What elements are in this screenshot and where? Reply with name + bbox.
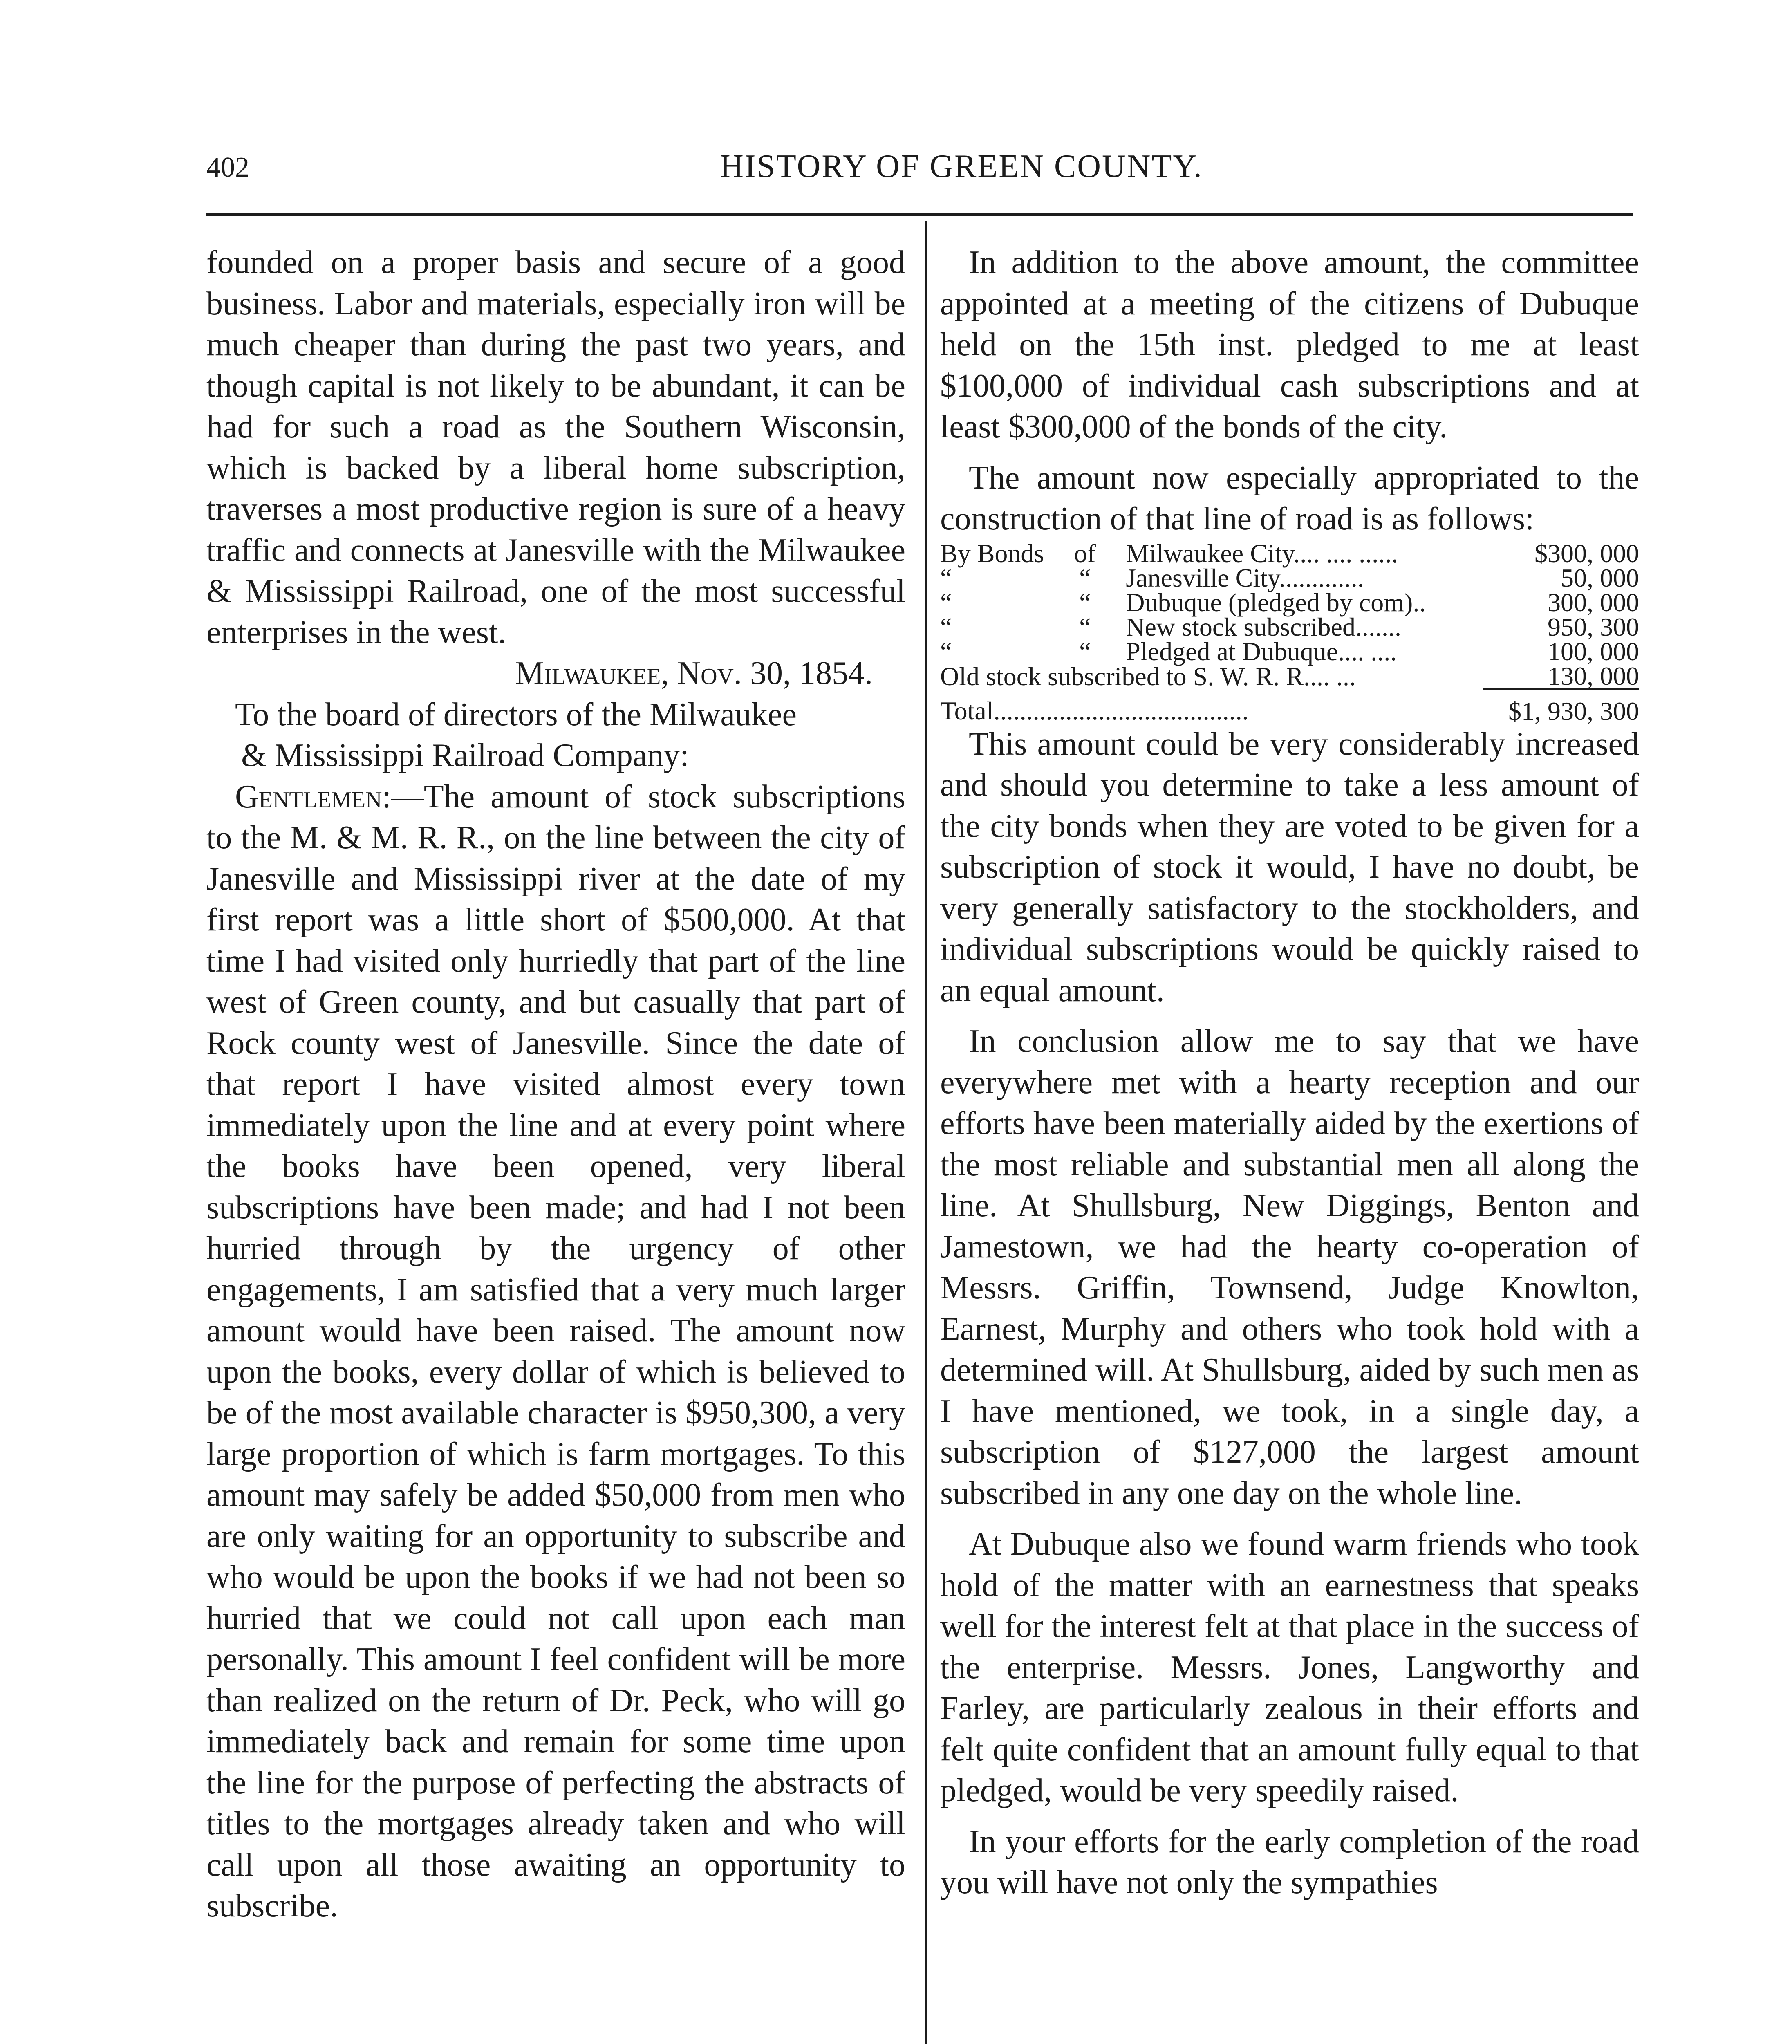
salutation-line-1: To the board of directors of the Milwaukee — [235, 696, 797, 733]
row-prefix: “ — [940, 563, 952, 592]
right-paragraph-4: In conclusion allow me to say that we have everywhere met with a hearty reception and our efforts have been materially aided by the exertions of the most reliable and substantial men all along the line. At Shullsburg, New Diggings, Benton and Jamestown, we had the hearty co-operation of Messrs. Griffin, Townsend, Judge Knowlton, Earnest, Murphy and others who took hold with a determined will. At Shullsburg, aided by such men as I have mentioned, we took, in a single day, a subscription of $127,000 the largest amount subscribed in any one day on the whole line. — [940, 1023, 1639, 1511]
row-ditto: “ — [1079, 587, 1091, 617]
total-amount: $1, 930, 300 — [1508, 696, 1639, 726]
row-label: Pledged at Dubuque.... .... — [1126, 637, 1397, 666]
left-paragraph-2 — [206, 776, 905, 1927]
header-rule — [206, 213, 1633, 216]
row-prefix: By Bonds — [940, 538, 1044, 568]
row-amount: 100, 000 — [1548, 637, 1639, 666]
left-paragraph-1: founded on a proper basis and secure of a good business. Labor and materials, especially iron will be much cheaper than during the past two years, and though capital is not likely to be abundant, it can be had for such a road as the Southern Wisconsin, which is backed by a liberal home subscription, traverses a most productive region is sure of a heavy traffic and connects at Janesville with the Milwaukee & Mississippi Railroad, one of the most successful enterprises in the west. — [206, 244, 905, 650]
row-prefix: “ — [940, 637, 952, 666]
left-paragraph-2-text: —The amount of stock subscriptions to the M. & M. R. R., on the line between the city of Janesville and Mississippi river at the date of my first report was a little short of $500,000. At that time I had visited only hurriedly that part of the line west of Green county, and but casually that part of Rock county west of Janesville. Since the date of that report I have visited almost every town immediately upon the line and at every point where the books have been opened, very liberal subscriptions have been made; and had I not been hurried through by the urgency of other engagements, I am satisfied that a very much larger amount would have been raised. The amount now upon the books, every dollar of which is believed to be of the most available character is $950,300, a very large proportion of which is farm mortgages. To this amount may safely be added $50,000 from men who are only waiting for an opportunity to subscribe and who would be upon the books if we had not been so hurried that we could not call upon each man personally. This amount I feel confident will be more than realized on the return of Dr. Peck, who will go immediately back and remain for some time upon the line for the purpose of perfecting the abstracts of titles to the mortgages already taken and who will call upon all those awaiting an opportunity to subscribe. — [206, 778, 905, 1924]
row-amount: 130, 000 — [1483, 664, 1639, 689]
table-row — [940, 541, 1639, 566]
row-ditto: “ — [1079, 612, 1091, 641]
column-divider — [925, 221, 927, 2044]
row-ditto: of — [1074, 538, 1096, 568]
page-number: 402 — [206, 152, 249, 183]
row-label: Janesville City............. — [1126, 563, 1364, 592]
row-amount: 50, 000 — [1561, 563, 1639, 592]
row-prefix: “ — [940, 587, 952, 617]
row-ditto: “ — [1079, 563, 1091, 592]
dateline: Milwaukee, Nov. 30, 1854. — [515, 655, 873, 691]
row-amount: 300, 000 — [1548, 587, 1639, 617]
table-row — [940, 566, 1639, 590]
table-row — [940, 615, 1639, 639]
subscription-table — [940, 538, 1639, 726]
table-row — [940, 590, 1639, 615]
gentlemen-heading: Gentlemen: — [235, 778, 391, 815]
right-paragraph-5: At Dubuque also we found warm friends who took hold of the matter with an earnestness that speaks well for the interest felt at that place in the success of the enterprise. Messrs. Jones, Langworthy and Farley, are particularly zealous in their efforts and felt quite confident that an amount fully equal to that pledged, would be very speedily raised. — [940, 1526, 1639, 1809]
right-paragraph-2: The amount now especially appropriated to the construction of that line of road is as follows: — [940, 459, 1639, 537]
right-paragraph-6: In your efforts for the early completion of the road you will have not only the sympathies — [940, 1823, 1639, 1901]
row-amount: 950, 300 — [1548, 612, 1639, 641]
row-amount: $300, 000 — [1534, 538, 1639, 568]
row-label: Dubuque (pledged by com).. — [1126, 587, 1426, 617]
running-title: HISTORY OF GREEN COUNTY. — [720, 148, 1203, 184]
right-column — [940, 242, 1639, 1903]
total-row — [940, 689, 1639, 724]
row-ditto: “ — [1079, 637, 1091, 666]
row-prefix: “ — [940, 612, 952, 641]
salutation-line-2: & Mississippi Railroad Company: — [241, 737, 689, 773]
left-column — [206, 242, 905, 1927]
total-label: Total....................................... — [940, 696, 1249, 724]
table-row — [940, 664, 1639, 689]
right-paragraph-1: In addition to the above amount, the committee appointed at a meeting of the citizens of Dubuque held on the 15th inst. pledged to me at least $100,000 of individual cash subscriptions and at least $300,000 of the bonds of the city. — [940, 244, 1639, 445]
right-paragraph-3: This amount could be very considerably increased and should you determine to take a less amount of the city bonds when they are voted to be given for a subscription of stock it would, I have no doubt, be very generally satisfactory to the stockholders, and individual subscriptions would be quickly raised to an equal amount. — [940, 726, 1639, 1009]
row-label: Milwaukee City.... .... ...... — [1126, 538, 1398, 568]
row-label: Old stock subscribed to S. W. R. R.... ... — [940, 661, 1356, 691]
row-label: New stock subscribed....... — [1126, 612, 1401, 641]
table-row — [940, 639, 1639, 664]
